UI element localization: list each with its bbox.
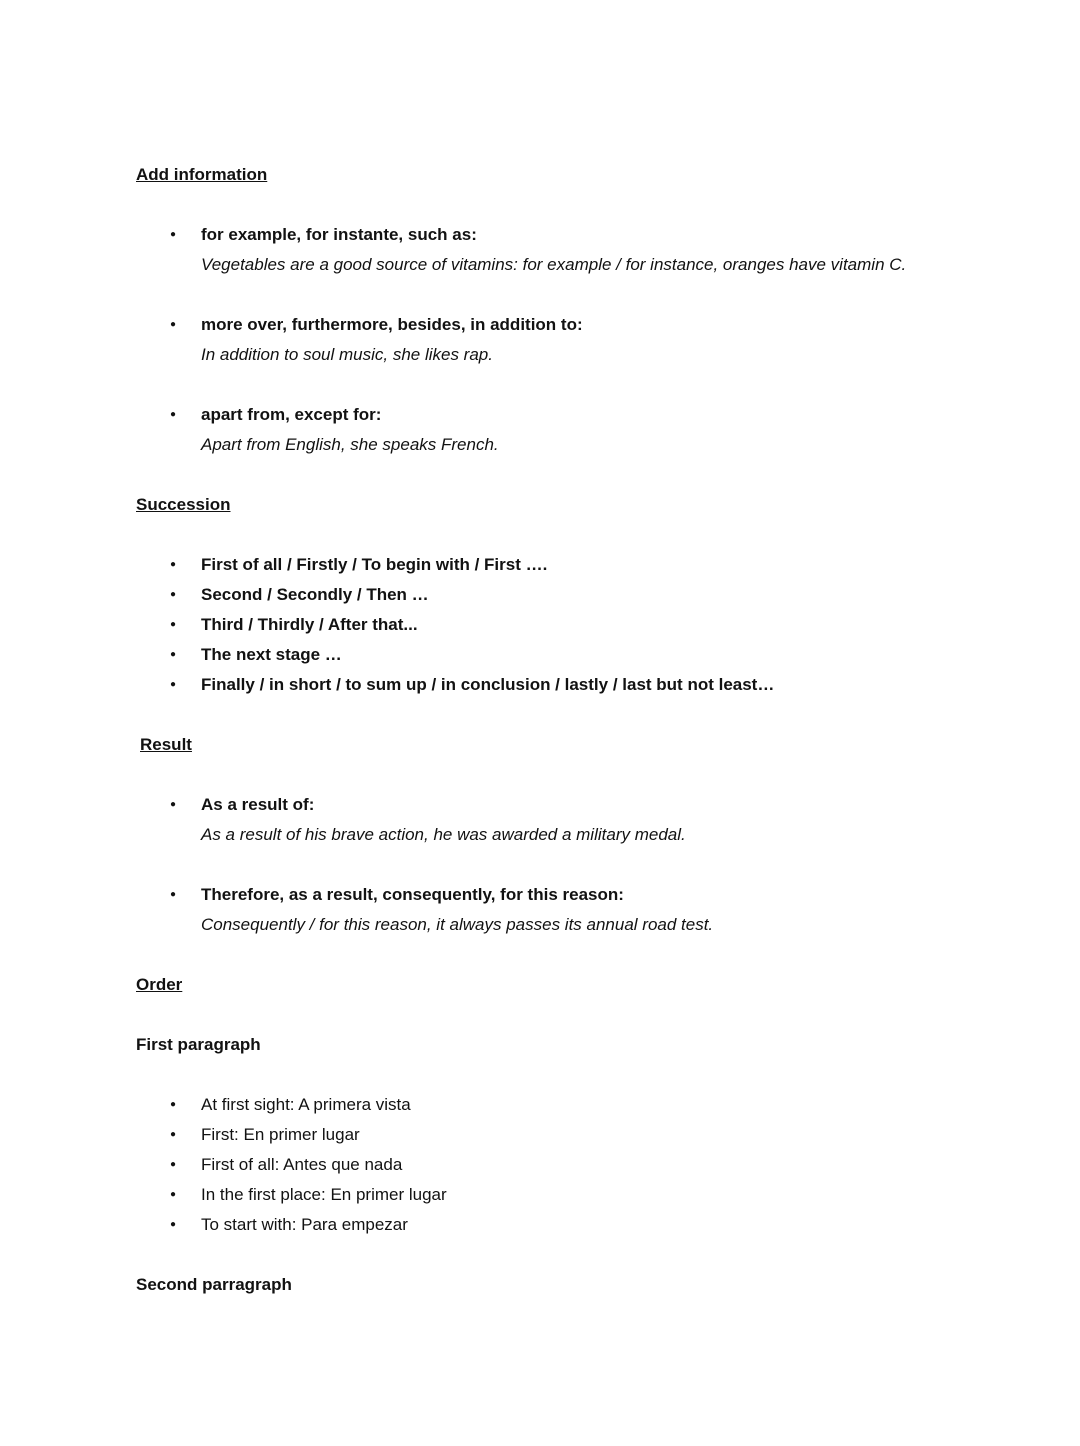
connector-term: Second / Secondly / Then … [201, 585, 429, 604]
list-item [201, 1180, 940, 1210]
translation-line: First: En primer lugar [201, 1125, 360, 1144]
subheading-first-paragraph: First paragraph [136, 1035, 261, 1054]
heading-order: Order [136, 975, 183, 994]
example-sentence: In addition to soul music, she likes rap. [201, 345, 493, 364]
result-list [136, 790, 940, 940]
connector-term: ● more over, furthermore, besides, in addition to: [201, 315, 583, 334]
translation-line: At first sight: A primera vista [201, 1095, 411, 1114]
list-item [201, 550, 940, 580]
section-result [136, 730, 940, 940]
succession-list [136, 550, 940, 700]
list-item [201, 790, 940, 850]
list-item [201, 1150, 940, 1180]
list-item [201, 400, 940, 460]
list-item [201, 1090, 940, 1120]
add-information-list [136, 220, 940, 460]
translation-line: To start with: Para empezar [201, 1215, 408, 1234]
connector-term: The next stage … [201, 645, 342, 664]
connector-term: ● As a result of: [201, 795, 315, 814]
list-item [201, 1210, 940, 1240]
example-sentence: Vegetables are a good source of vitamins: for example / for instance, oranges have vitamin C. [201, 255, 907, 274]
connector-term: ● Therefore, as a result, consequently, for this reason: [201, 885, 624, 904]
section-add-information [136, 160, 940, 460]
example-sentence: As a result of his brave action, he was awarded a military medal. [201, 825, 686, 844]
connector-term: First of all / Firstly / To begin with / First …. [201, 555, 548, 574]
list-item [201, 1120, 940, 1150]
section-succession [136, 490, 940, 700]
list-item [201, 610, 940, 640]
first-paragraph-list [136, 1090, 940, 1240]
list-item [201, 580, 940, 610]
heading-result: Result [140, 735, 192, 754]
list-item [201, 310, 940, 370]
connector-term: ● for example, for instante, such as: [201, 225, 477, 244]
list-item [201, 640, 940, 670]
heading-succession: Succession [136, 495, 231, 514]
list-item [201, 220, 940, 280]
list-item [201, 880, 940, 940]
heading-add-information: Add information [136, 165, 268, 184]
subheading-second-paragraph: Second parragraph [136, 1275, 292, 1294]
connector-term: ● apart from, except for: [201, 405, 382, 424]
connector-term: Finally / in short / to sum up / in conclusion / lastly / last but not least… [201, 675, 775, 694]
section-order [136, 970, 940, 1300]
translation-line: First of all: Antes que nada [201, 1155, 403, 1174]
translation-line: In the first place: En primer lugar [201, 1185, 447, 1204]
connector-term: Third / Thirdly / After that... [201, 615, 418, 634]
example-sentence: Apart from English, she speaks French. [201, 435, 499, 454]
list-item [201, 670, 940, 700]
example-sentence: Consequently / for this reason, it always passes its annual road test. [201, 915, 714, 934]
